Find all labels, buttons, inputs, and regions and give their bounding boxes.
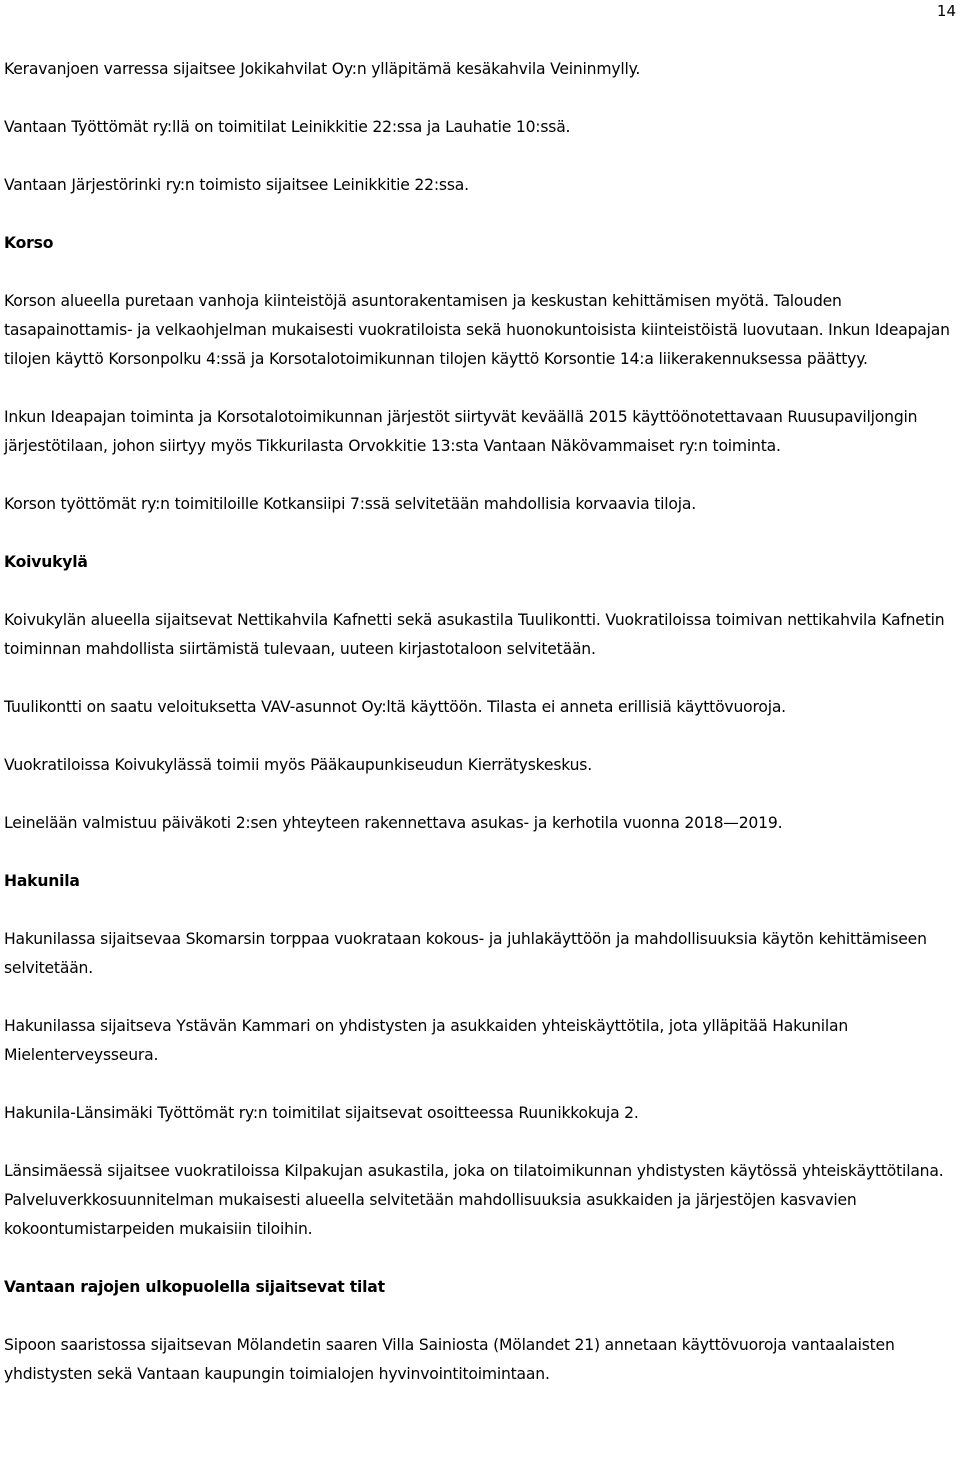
heading-korso: Korso — [4, 234, 54, 252]
paragraph-ruusupaviljonki: Inkun Ideapajan toiminta ja Korsotalotoimikunnan järjestöt siirtyvät keväällä 2015 käyttöönotettavaan Ruusupaviljongin järjestötilaan, johon siirtyy myös Tikkurilasta Orvokkitie 13:sta Vantaan Näkövammaiset ry:n toiminta. — [4, 408, 918, 455]
paragraph-skomarsin-torppa: Hakunilassa sijaitsevaa Skomarsin torppaa vuokrataan kokous- ja juhlakäyttöön ja mahdollisuuksia käytön kehittämiseen selvitetään. — [4, 930, 927, 977]
paragraph-ystavan-kammari: Hakunilassa sijaitseva Ystävän Kammari on yhdistysten ja asukkaiden yhteiskäyttötila, jota ylläpitää Hakunilan Mielenterveysseura. — [4, 1017, 849, 1064]
paragraph-vantaan-tyottomat: Vantaan Työttömät ry:llä on toimitilat Leinikkitie 22:ssa ja Lauhatie 10:ssä. — [4, 118, 571, 136]
paragraph-hakunila-lansimaki: Hakunila-Länsimäki Työttömät ry:n toimitilat sijaitsevat osoitteessa Ruunikkokuja 2. — [4, 1104, 639, 1122]
page-number: 14 — [936, 2, 956, 20]
heading-hakunila: Hakunila — [4, 872, 80, 890]
paragraph-kierratyskeskus: Vuokratiloissa Koivukylässä toimii myös Pääkaupunkiseudun Kierrätyskeskus. — [4, 756, 592, 774]
heading-koivukyla: Koivukylä — [4, 553, 88, 571]
paragraph-jarjestorinki: Vantaan Järjestörinki ry:n toimisto sijaitsee Leinikkitie 22:ssa. — [4, 176, 469, 194]
paragraph-kilpakuja: Länsimäessä sijaitsee vuokratiloissa Kilpakujan asukastila, joka on tilatoimikunnan yhdistysten käytössä yhteiskäyttötilana. Palveluverkkosuunnitelman mukaisesti alueella selvitetään mahdollisuuksia asukkaiden ja järjestöjen kasvavien kokoontumistarpeiden mukaisiin tiloihin. — [4, 1162, 944, 1238]
paragraph-veininmylly: Keravanjoen varressa sijaitsee Jokikahvilat Oy:n ylläpitämä kesäkahvila Veininmylly. — [4, 60, 641, 78]
paragraph-villa-sainio: Sipoon saaristossa sijaitsevan Mölandetin saaren Villa Sainiosta (Mölandet 21) annetaan käyttövuoroja vantaalaisten yhdistysten sekä Vantaan kaupungin toimialojen hyvinvointitoimintaan. — [4, 1336, 895, 1383]
paragraph-korso-purkaminen: Korson alueella puretaan vanhoja kiinteistöjä asuntorakentamisen ja keskustan kehittämisen myötä. Talouden tasapainottamis- ja velkaohjelman mukaisesti vuokratiloista sekä huonokuntoisista kiinteistöistä luovutaan. Inkun Ideapajan tilojen käyttö Korsonpolku 4:ssä ja Korsotalotoimikunnan tilojen käyttö Korsontie 14:a liikerakennuksessa päättyy. — [4, 292, 950, 368]
paragraph-tuulikontti: Tuulikontti on saatu veloituksetta VAV-asunnot Oy:ltä käyttöön. Tilasta ei anneta erillisiä käyttövuoroja. — [4, 698, 786, 716]
paragraph-korson-tyottomat: Korson työttömät ry:n toimitiloille Kotkansiipi 7:ssä selvitetään mahdollisia korvaavia tiloja. — [4, 495, 696, 513]
paragraph-leinela: Leinelään valmistuu päiväkoti 2:sen yhteyteen rakennettava asukas- ja kerhotila vuonna 2018—2019. — [4, 814, 783, 832]
paragraph-kafnetti: Koivukylän alueella sijaitsevat Nettikahvila Kafnetti sekä asukastila Tuulikontti. Vuokratiloissa toimivan nettikahvila Kafnetin toiminnan mahdollista siirtämistä tulevaan, uuteen kirjastotaloon selvitetään. — [4, 611, 945, 658]
heading-vantaan-ulkopuoliset: Vantaan rajojen ulkopuolella sijaitsevat tilat — [4, 1278, 385, 1296]
document-body — [4, 55, 956, 1389]
